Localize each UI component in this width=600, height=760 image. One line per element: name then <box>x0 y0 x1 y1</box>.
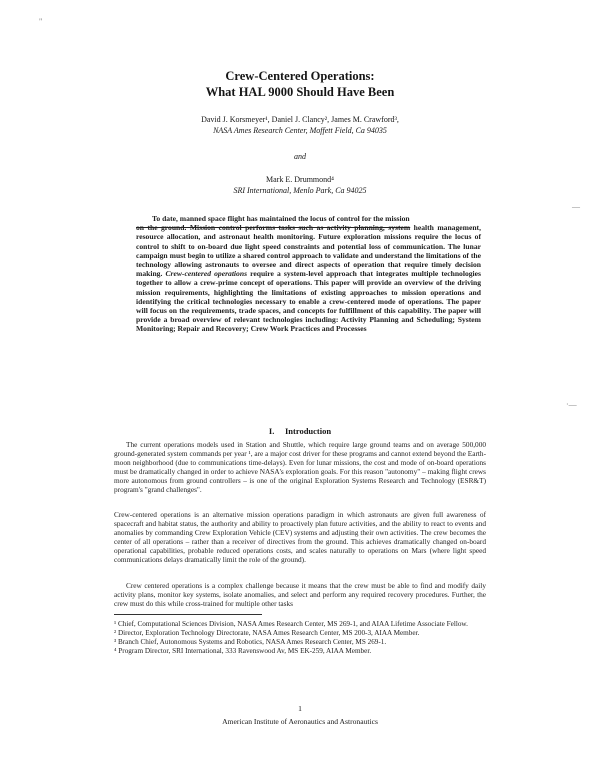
abstract-struck-line: on the ground. Mission control performs tasks such as activity planning, system <box>136 223 411 233</box>
page-number: 1 <box>298 704 302 713</box>
abstract <box>136 214 481 334</box>
affiliation-1: NASA Ames Research Center, Moffett Field, Ca 94035 <box>213 126 387 135</box>
abstract-emphasis: Crew-centered operations <box>165 269 248 279</box>
footnote-rule <box>114 614 262 615</box>
author-line-2: Mark E. Drummond⁴ <box>266 175 334 184</box>
footnotes <box>114 620 486 656</box>
section-title: Introduction <box>284 426 332 436</box>
title-line-2: What HAL 9000 Should Have Been <box>205 85 395 99</box>
body-paragraph-2: Crew-centered operations is an alternative mission operations paradigm in which astronauts are given full awareness of spacecraft and habitat status, the authority and ability to proactively plan future activities, and the ability to react to events and anomalies by commanding Crew Exploration Vehicle (CEV) systems and adjusting their own activities. The crew becomes the center of all operations – rather than a receiver of directives from the ground. This achieves dramatically changed on-board operational capabilities, probable reduced operations costs, and scales naturally to operations on Mars (where light speed communications delays dramatically limit the role of the ground). <box>114 510 486 565</box>
stray-mark: ·— <box>566 400 577 409</box>
and-connector: and <box>294 152 306 161</box>
footer-organization: American Institute of Aeronautics and Astronautics <box>222 717 378 726</box>
stray-mark: — <box>572 202 580 211</box>
footnote-3: ³ Branch Chief, Autonomous Systems and Robotics, NASA Ames Research Center, MS 269-1. <box>114 638 387 646</box>
stray-mark: " <box>39 17 43 26</box>
abstract-text-cont: require a system-level approach that integrates multiple technologies together to allow a crew-prime concept of operations. This paper will provide an overview of the driving mission requirements, highlighting the limitations of existing approaches to mission operations and identifying the critical technologies necessary to enable a crew-centered mode of operations. The paper will focus on the requirements, trade spaces, and concepts for fulfillment of this capability. The paper will provide a broad overview of relevant technologies including: Activity Planning and Scheduling; System Monitoring; Repair and Recovery; Crew Work Practices and Processes <box>136 269 481 334</box>
body-paragraph-3: Crew centered operations is a complex challenge because it means that the crew must be able to find and modify daily activity plans, monitor key systems, isolate anomalies, and select and perform any required recovery procedures. Further, the crew must do this while cross-trained for multiple other tasks <box>114 581 486 609</box>
section-heading <box>0 426 600 436</box>
affiliation-2: SRI International, Menlo Park, Ca 94025 <box>233 186 367 195</box>
title-line-1: Crew-Centered Operations: <box>225 69 375 83</box>
paper-title <box>0 68 600 100</box>
footnote-2: ² Director, Exploration Technology Directorate, NASA Ames Research Center, MS 200-3, AIAA Member. <box>114 629 420 637</box>
author-line-1: David J. Korsmeyer¹, Daniel J. Clancy², James M. Crawford³, <box>201 115 399 124</box>
body-paragraph-1: The current operations models used in Station and Shuttle, which require large ground teams and on average 500,000 ground-generated system commands per year ¹, are a major cost driver for these programs and cannot extend beyond the Earth-moon neighborhood (due to communications time-delays). Even for lunar missions, the cost and mode of on-board operations must be dramatically changed in order to achieve NASA's exploration goals. For this reason "autonomy" – making flight crews more autonomous from ground controllers – is one of the original Exploration Systems Research and Technology (ESR&T) program's "grand challenges". <box>114 440 486 495</box>
section-number: I. <box>268 426 275 436</box>
footnote-1: ¹ Chief, Computational Sciences Division, NASA Ames Research Center, MS 269-1, and AIAA Lifetime Associate Fellow. <box>114 620 468 628</box>
abstract-line-1: To date, manned space flight has maintained the locus of control for the mission <box>152 214 410 223</box>
abstract-text: health management, resource allocation, and astronaut health monitoring. Future exploration missions require the locus of control to shift to on-board due light speed constraints and potential loss of communication. The lunar campaign must begin to utilize a shared control approach to validate and understand the limitations of the technology allowing astronauts to oversee and direct aspects of operation that require timely decision making. <box>136 223 481 279</box>
footnote-4: ⁴ Program Director, SRI International, 333 Ravenswood Av, MS EK-259, AIAA Member. <box>114 647 372 655</box>
